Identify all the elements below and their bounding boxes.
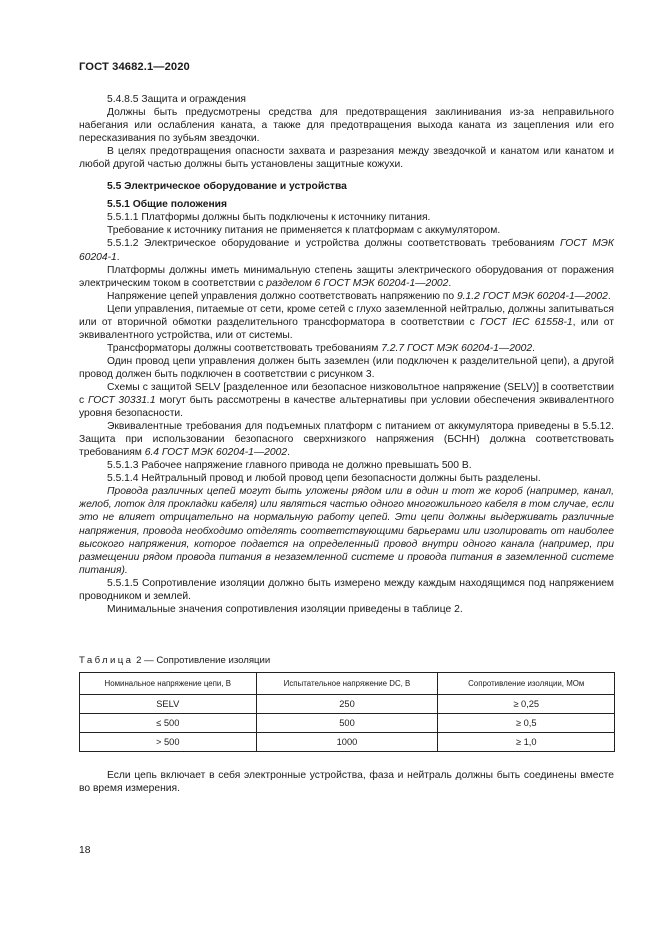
- table-row: [80, 695, 615, 714]
- table-cell: SELV: [80, 695, 257, 714]
- paragraph: 5.5.1.2 Электрическое оборудование и устройства должны соответствовать требованиям ГОСТ МЭК 60204-1.: [79, 238, 614, 263]
- table-cell: ≥ 0,25: [438, 695, 615, 714]
- paragraph: 5.5.1.5 Сопротивление изоляции должно быть измерено между каждым находящимся под напряжением проводником и землей.: [79, 577, 614, 602]
- paragraph: Если цепь включает в себя электронные устройства, фаза и нейтраль должны быть соединены вместе во время измерения.: [79, 770, 614, 795]
- paragraph: Минимальные значения сопротивления изоляции приведены в таблице 2.: [107, 603, 463, 615]
- paragraph: Цепи управления, питаемые от сети, кроме сетей с глухо заземленной нейтралью, должны запитываться или от вторичной обмотки разделительного трансформатора в соответствии с ГОСТ IEC 61558-1, или от эквивалентного устройства, или от системы.: [79, 303, 615, 341]
- standard-reference: ГОСТ 30331.1: [87, 395, 156, 407]
- document-header: ГОСТ 34682.1—2020: [79, 61, 190, 73]
- paragraph: Один провод цепи управления должен быть заземлен (или подключен к разделительной цепи), а другой провод должен быть подключен в соответствии с рисунком 3.: [79, 355, 614, 380]
- table-cell: 250: [256, 695, 438, 714]
- page-number: 18: [79, 845, 91, 856]
- paragraph: 5.5.1.3 Рабочее напряжение главного привода не должно превышать 500 В.: [107, 460, 472, 472]
- table-caption: Таблица 2 — Сопротивление изоляции: [79, 655, 271, 666]
- paragraph: Трансформаторы должны соответствовать требованиям 7.2.7 ГОСТ МЭК 60204-1—2002.: [107, 342, 535, 354]
- note-paragraph: Провода различных цепей могут быть уложены рядом или в один и тот же короб (например, канал, желоб, лоток для прокладки кабеля) или являться частью одного многожильного кабеля в том случае, если это не влияет отрицательно на нормальную работу цепей. Эти цепи должны выдерживать различные напряжения, провода необходимо отделять соответствующими барьерами или изолировать от наиболее высокого напряжения, которое подается на определенный провод внутри одного канала (например, при размещении рядом провода питания в незаземленной системе и провода питания в заземленной системе питания).: [79, 486, 614, 576]
- section-5-4-8-5-heading: 5.4.8.5 Защита и ограждения: [107, 94, 246, 105]
- section-5-5-1-heading: 5.5.1 Общие положения: [107, 199, 227, 211]
- document-body: [79, 93, 614, 616]
- table-header-cell: Номинальное напряжение цепи, В: [80, 673, 257, 695]
- table-row: [80, 714, 615, 733]
- table-cell: > 500: [80, 733, 257, 752]
- table-cell: ≥ 1,0: [438, 733, 615, 752]
- after-table-text: [79, 769, 614, 795]
- standard-reference: 7.2.7 ГОСТ МЭК 60204-1—2002: [381, 342, 533, 354]
- paragraph: Требование к источнику питания не применяется к платформам с аккумулятором.: [107, 225, 501, 237]
- standard-reference: ГОСТ IEC 61558-1: [480, 316, 573, 328]
- standard-reference: 6.4 ГОСТ МЭК 60204-1—2002: [144, 447, 288, 459]
- standard-reference: разделом 6 ГОСТ МЭК 60204-1—2002: [266, 277, 449, 289]
- paragraph: Эквивалентные требования для подъемных платформ с питанием от аккумулятора приведены в 5.5.12. Защита при использовании безопасного сверхнизкого напряжения (БСНН) должна соответствовать требованиям 6.4 ГОСТ МЭК 60204-1—2002.: [79, 421, 614, 459]
- table-row: [80, 733, 615, 752]
- table-cell: 500: [256, 714, 438, 733]
- table-header-cell: Сопротивление изоляции, МОм: [438, 673, 615, 695]
- paragraph: 5.5.1.4 Нейтральный провод и любой провод цепи безопасности должны быть разделены.: [107, 473, 541, 485]
- standard-reference: 9.1.2 ГОСТ МЭК 60204-1—2002: [456, 290, 608, 302]
- paragraph: Схемы с защитой SELV [разделенное или безопасное низковольтное напряжение (SELV)] в соответствии с ГОСТ 30331.1 могут быть рассмотрены в качестве альтернативы при условии обеспечения эквивалентного уровня безопасности.: [79, 381, 614, 420]
- table-header-cell: Испытательное напряжение DC, В: [256, 673, 438, 695]
- insulation-resistance-table: [79, 672, 615, 752]
- paragraph: 5.5.1.1 Платформы должны быть подключены к источнику питания.: [107, 212, 431, 224]
- table-cell: 1000: [256, 733, 438, 752]
- table-cell: ≥ 0,5: [438, 714, 615, 733]
- paragraph: Платформы должны иметь минимальную степень защиты электрического оборудования от поражения электрическим током в соответствии с разделом 6 ГОСТ МЭК 60204-1—2002.: [79, 264, 614, 289]
- paragraph: Должны быть предусмотрены средства для предотвращения заклинивания из-за неправильного набегания или ослабления каната, а также для предотвращения выхода каната из зацепления или его пересказивания по зубьям звездочки.: [79, 107, 614, 145]
- paragraph: Напряжение цепей управления должно соответствовать напряжению по 9.1.2 ГОСТ МЭК 60204-1—2002.: [107, 290, 611, 302]
- section-5-5-heading: 5.5 Электрическое оборудование и устройства: [107, 181, 347, 193]
- paragraph: В целях предотвращения опасности захвата и разрезания между звездочкой и канатом или канатом и любой другой частью должны быть установлены защитные кожухи.: [79, 146, 614, 171]
- standard-reference: ГОСТ МЭК 60204-1: [79, 238, 614, 263]
- table-cell: ≤ 500: [80, 714, 257, 733]
